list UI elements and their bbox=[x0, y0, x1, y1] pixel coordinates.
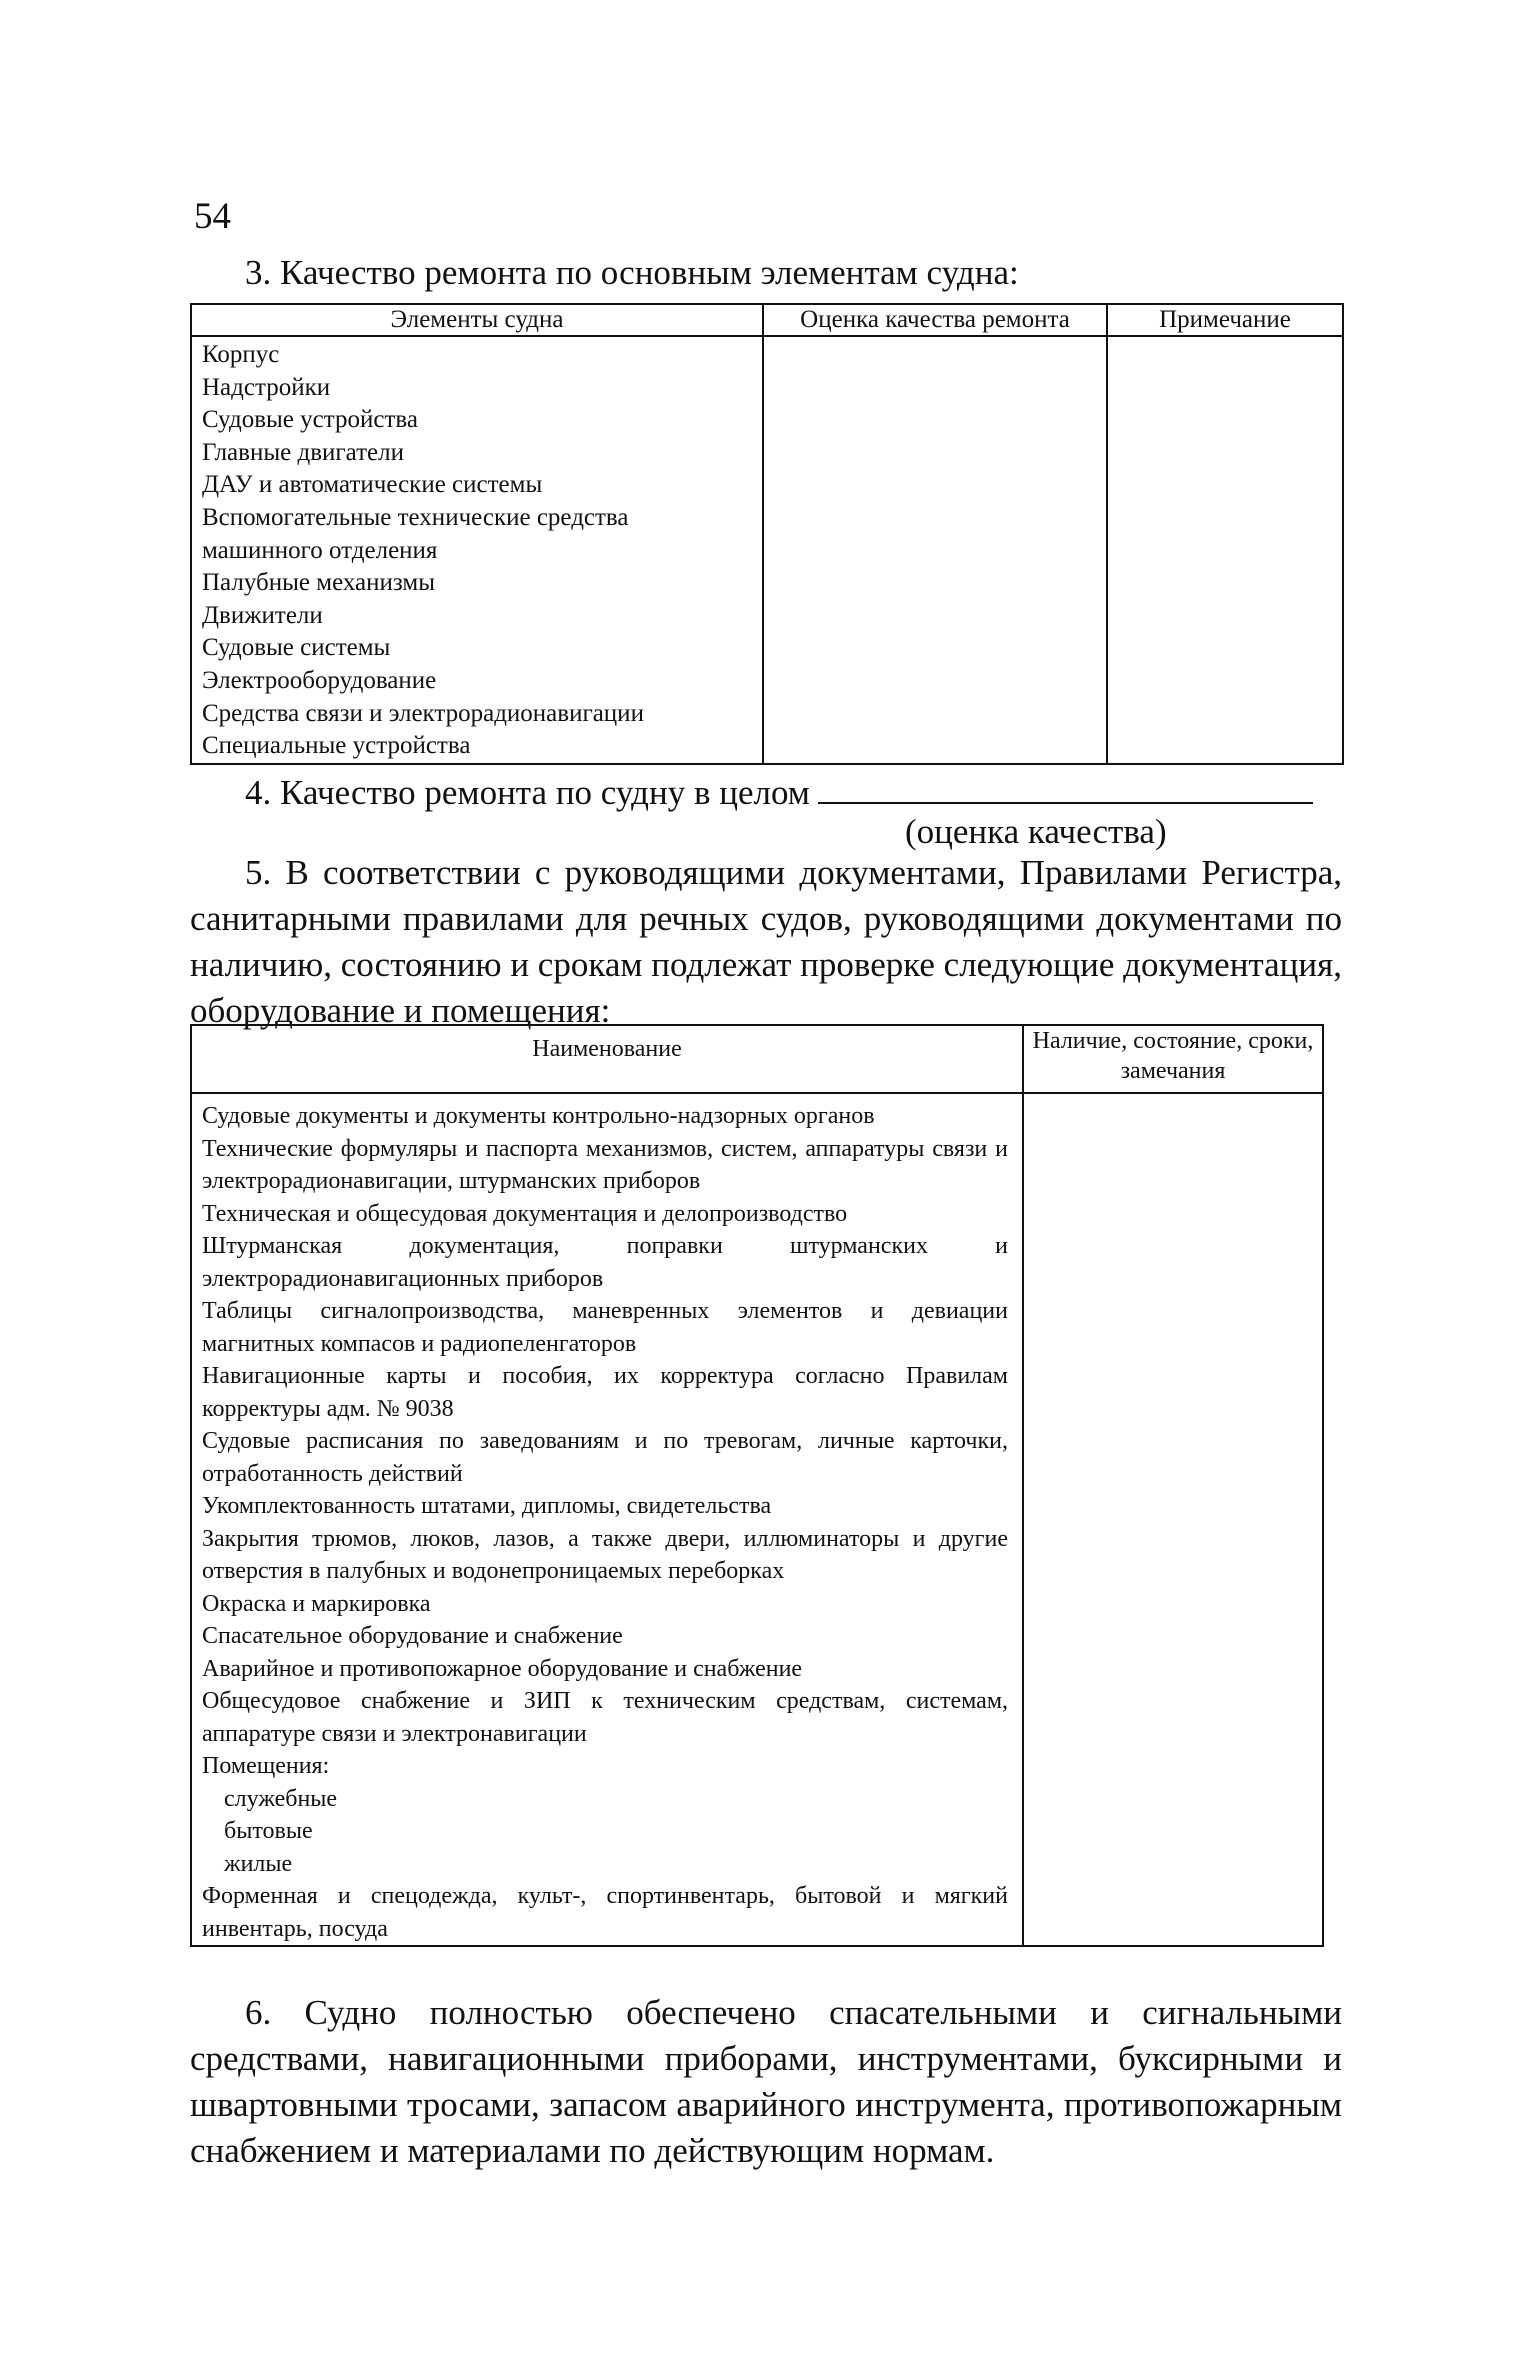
list-subitem: служебные bbox=[224, 1785, 338, 1812]
column-header-note: Примечание bbox=[1107, 304, 1343, 336]
table-header-row bbox=[191, 304, 1343, 336]
quality-cell bbox=[763, 336, 1107, 764]
list-item: Движители bbox=[202, 601, 323, 629]
list-item: Судовые документы и документы контрольно-надзорных органов bbox=[202, 1103, 875, 1129]
section-6-text: 6. Судно полностью обеспечено спасательными и сигнальными средствами, навигационными приборами, инструментами, буксирными и швартовными тросами, запасом аварийного инструмента, противопожарным снабжением и материалами по действующим нормам. bbox=[190, 1993, 1342, 2170]
section-4-line bbox=[190, 770, 1342, 816]
note-cell bbox=[1107, 336, 1343, 764]
list-item: Палубные механизмы bbox=[202, 569, 436, 597]
table-header-row bbox=[191, 1025, 1323, 1093]
column-header-name: Наименование bbox=[191, 1025, 1023, 1093]
list-item: Надстройки bbox=[202, 373, 331, 401]
list-item: Закрытия трюмов, люков, лазов, а также двери, иллюминаторы и другие отверстия в палубных и водонепроницаемых переборках bbox=[202, 1525, 1008, 1584]
list-item: Главные двигатели bbox=[202, 438, 404, 466]
column-header-quality: Оценка качества ремонта bbox=[763, 304, 1107, 336]
list-subitem: бытовые bbox=[224, 1818, 313, 1844]
list-item: Специальные устройства bbox=[202, 732, 471, 760]
list-item: Навигационные карты и пособия, их корректура согласно Правилам корректуры адм. № 9038 bbox=[202, 1363, 1008, 1422]
list-item: Техническая и общесудовая документация и делопроизводство bbox=[202, 1200, 848, 1227]
table-body-row bbox=[191, 1093, 1323, 1946]
list-item: Аварийное и противопожарное оборудование и снабжение bbox=[202, 1655, 803, 1682]
list-item: ДАУ и автоматические системы bbox=[202, 471, 543, 499]
list-item: Штурманская документация, поправки штурманских и электрорадионавигационных приборов bbox=[202, 1233, 1008, 1292]
list-item: Судовые устройства bbox=[202, 406, 418, 434]
list-item: Технические формуляры и паспорта механизмов, систем, аппаратуры связи и электрорадионавигации, штурманских приборов bbox=[202, 1135, 1008, 1194]
list-item: Спасательное оборудование и снабжение bbox=[202, 1623, 623, 1649]
status-cell bbox=[1023, 1093, 1323, 1946]
quality-blank-line bbox=[818, 772, 1313, 804]
section-3-heading: 3. Качество ремонта по основным элементам судна: bbox=[245, 253, 1019, 292]
list-item: Судовые системы bbox=[202, 634, 391, 662]
column-header-elements: Элементы судна bbox=[191, 304, 763, 336]
list-item: Вспомогательные технические средства bbox=[202, 503, 629, 531]
list-item: машинного отделения bbox=[202, 536, 438, 564]
section-4-text: 4. Качество ремонта по судну в целом bbox=[245, 773, 810, 812]
list-subitem: жилые bbox=[224, 1850, 293, 1877]
list-item: Форменная и спецодежда, культ-, спортинвентарь, бытовой и мягкий инвентарь, посуда bbox=[202, 1883, 1008, 1942]
quality-caption: (оценка качества) bbox=[905, 812, 1167, 851]
inspection-table bbox=[190, 1024, 1324, 1947]
list-item: Общесудовое снабжение и ЗИП к техническим средствам, системам, аппаратуре связи и электронавигации bbox=[202, 1688, 1008, 1747]
list-item: Электрооборудование bbox=[202, 666, 437, 694]
column-header-status: Наличие, состояние, сроки, замечания bbox=[1023, 1025, 1323, 1093]
list-item: Укомплектованность штатами, дипломы, свидетельства bbox=[202, 1493, 772, 1519]
list-item: Окраска и маркировка bbox=[202, 1590, 431, 1617]
elements-list bbox=[191, 336, 763, 764]
list-item: Таблицы сигналопроизводства, маневренных элементов и девиации магнитных компасов и радиопеленгаторов bbox=[202, 1298, 1008, 1357]
list-item: Помещения: bbox=[202, 1753, 330, 1779]
page-number: 54 bbox=[194, 196, 231, 237]
list-item: Судовые расписания по заведованиям и по тревогам, личные карточки, отработанность действий bbox=[202, 1428, 1008, 1487]
inspection-list bbox=[191, 1093, 1023, 1946]
repair-quality-table bbox=[190, 303, 1344, 765]
table-body-row bbox=[191, 336, 1343, 764]
section-5-text: 5. В соответствии с руководящими документами, Правилами Регистра, санитарными правилами для речных судов, руководящими документами по наличию, состоянию и срокам подлежат проверке следующие документация, оборудование и помещения: bbox=[190, 853, 1342, 1030]
list-item: Корпус bbox=[202, 341, 280, 368]
list-item: Средства связи и электрорадионавигации bbox=[202, 699, 644, 727]
